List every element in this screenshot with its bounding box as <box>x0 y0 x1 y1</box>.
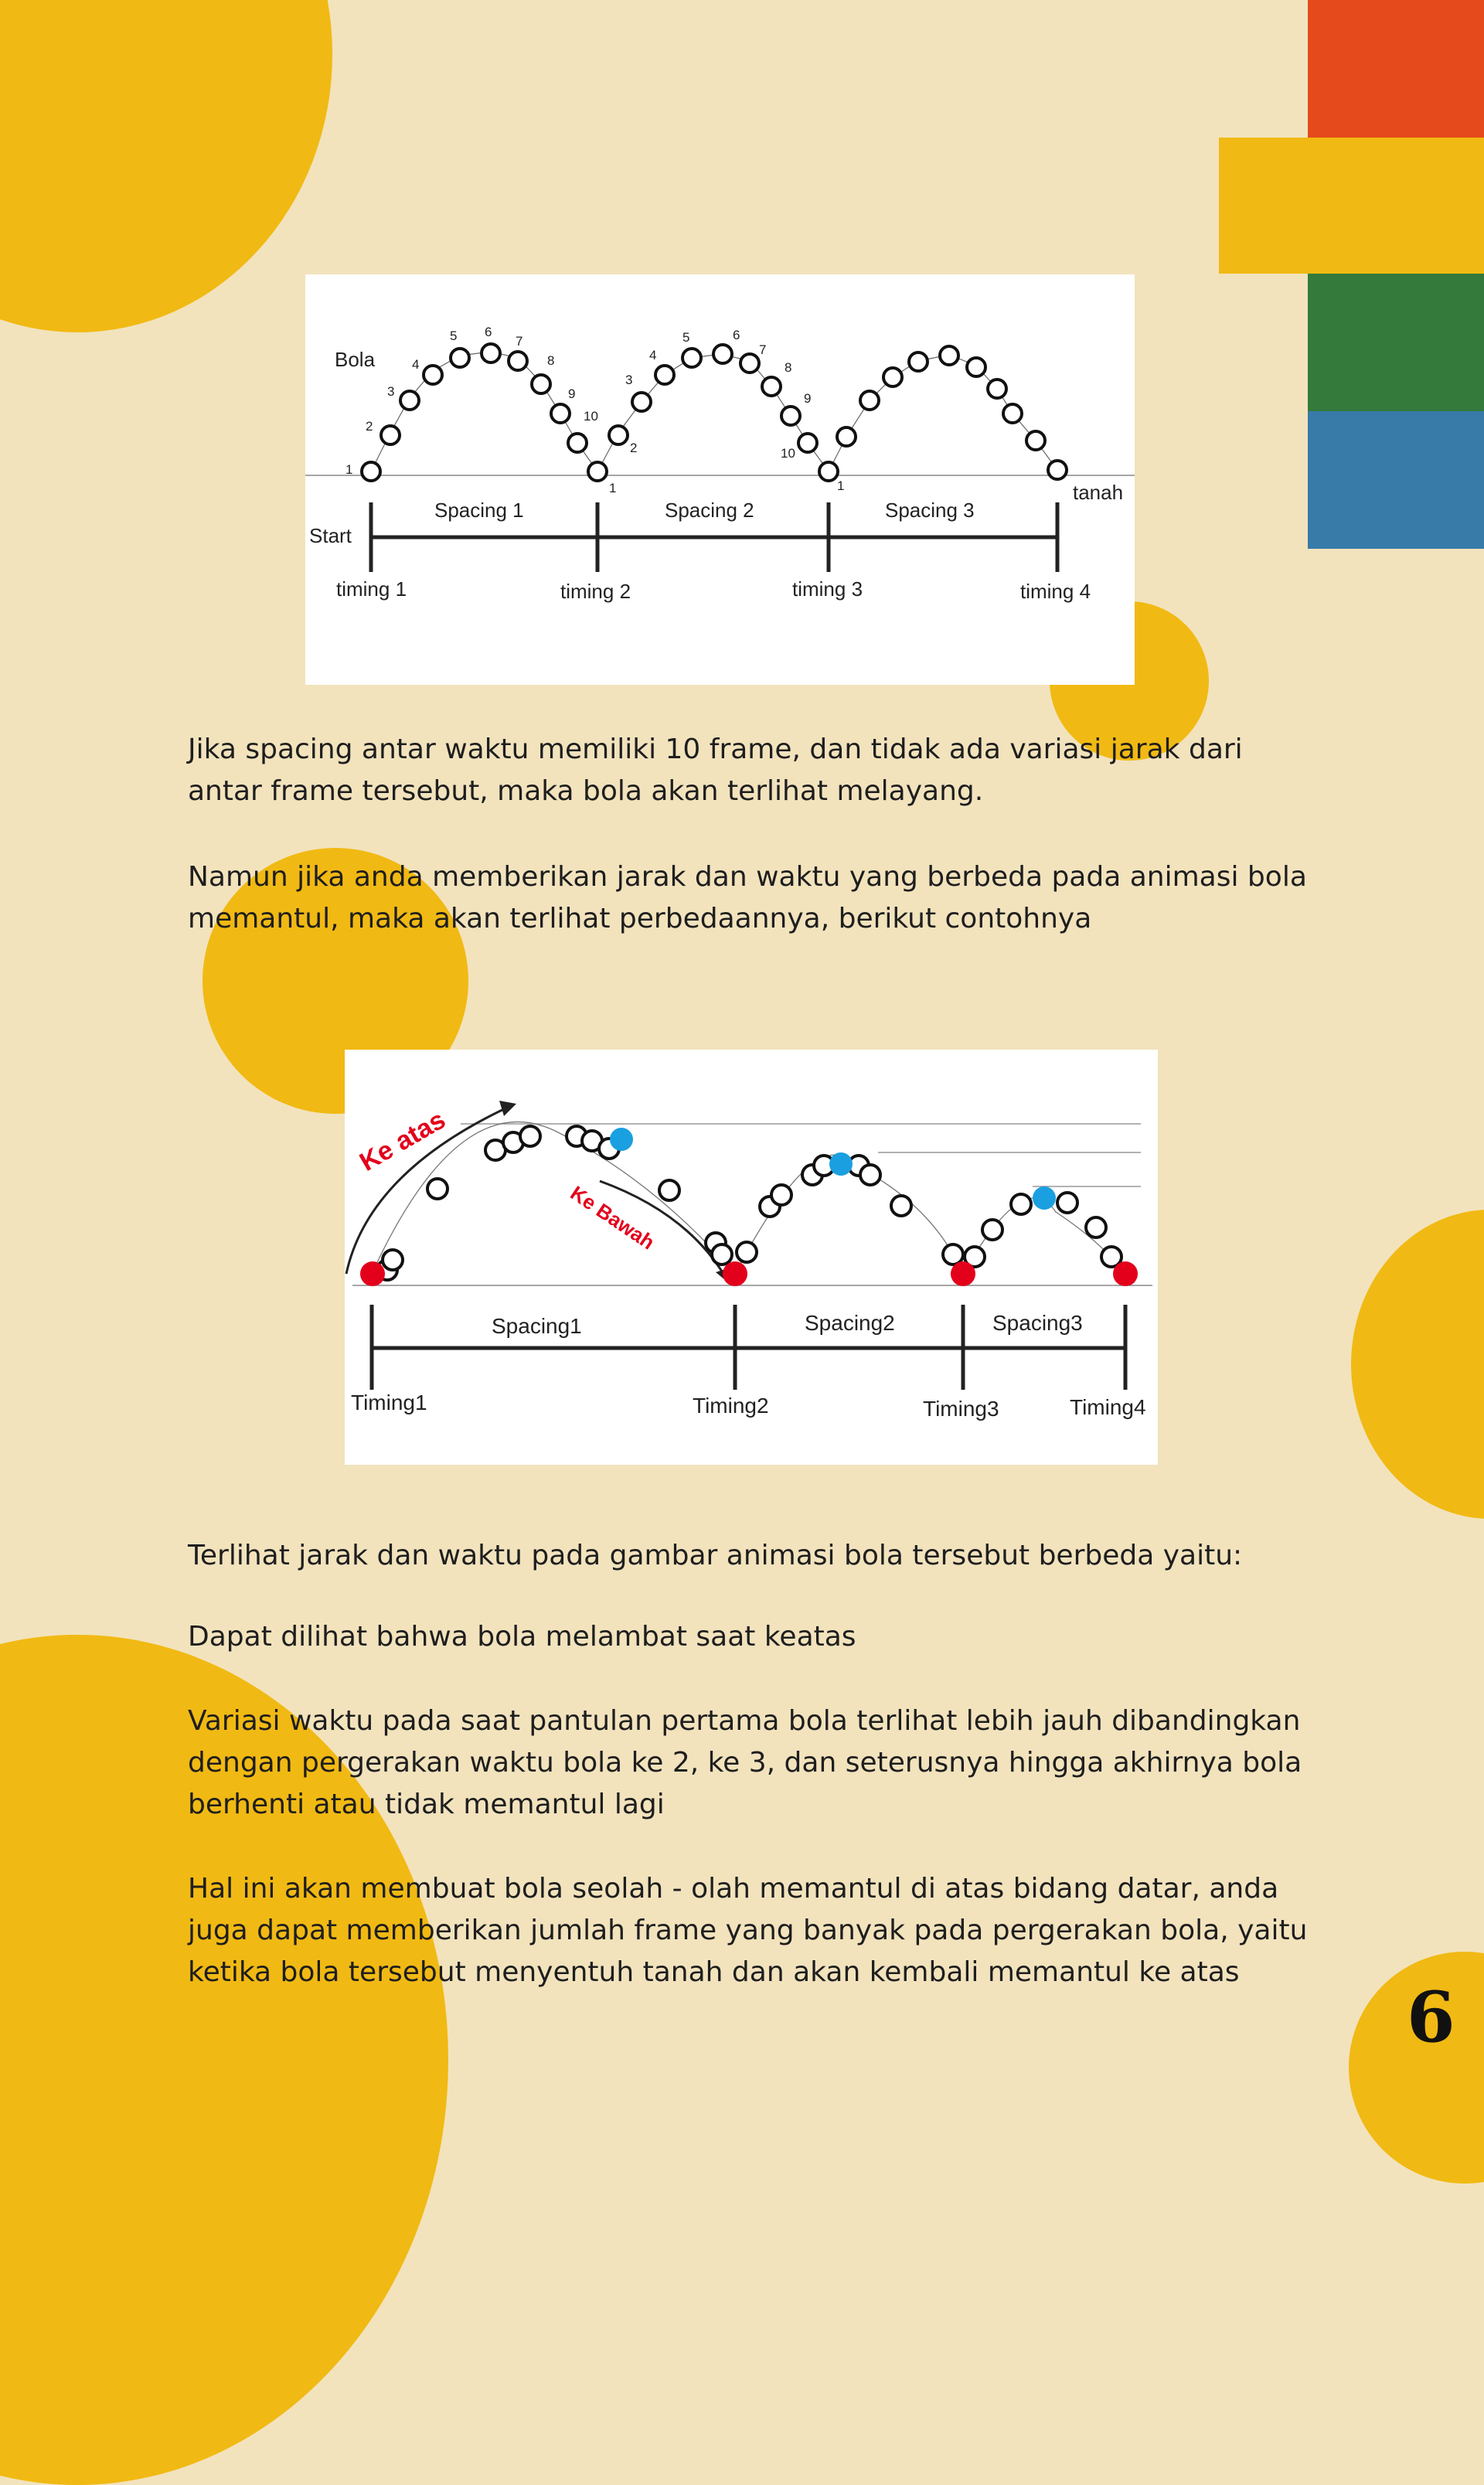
paragraph-3: Terlihat jarak dan waktu pada gambar animasi bola tersebut berbeda yaitu: <box>188 1540 1243 1571</box>
ball <box>632 393 651 411</box>
ball <box>682 349 701 367</box>
frame-number: 8 <box>547 353 555 368</box>
spacing-label: Spacing 1 <box>434 499 524 522</box>
ball <box>427 1179 448 1199</box>
ball <box>940 346 958 365</box>
spacing-label: Spacing2 <box>805 1311 895 1335</box>
paragraph-5: Variasi waktu pada saat pantulan pertama bola terlihat lebih jauh dibandingkan dengan pergerakan waktu bola ke 2, ke 3, dan seterusnya hingga akhirnya bola berhenti atau tidak memantul lagi <box>188 1705 1302 1820</box>
frame-number: 2 <box>366 419 373 434</box>
ball <box>588 462 607 481</box>
ball <box>860 391 879 410</box>
frame-number: 3 <box>387 384 395 399</box>
frame-number: 5 <box>682 330 690 345</box>
ball <box>451 349 469 367</box>
ball <box>1086 1217 1106 1237</box>
frame-number: 2 <box>630 441 638 455</box>
ball <box>655 366 674 384</box>
ball <box>1011 1194 1031 1214</box>
timing-label: timing 1 <box>336 577 407 601</box>
ball <box>424 366 442 384</box>
ball-contact-3 <box>951 1261 975 1286</box>
frame-number: 4 <box>649 348 657 363</box>
balls-group <box>377 1126 1122 1280</box>
frame-number: 1 <box>609 481 617 495</box>
paragraph-2: Namun jika anda memberikan jarak dan waktu yang berbeda pada animasi bola memantul, maka akan terlihat perbedaannya, berikut contohnya <box>188 861 1307 934</box>
page-number: 6 <box>1407 1976 1455 2058</box>
frame-number: 7 <box>516 334 523 349</box>
timing-label: timing 2 <box>560 580 631 603</box>
ball <box>713 345 732 363</box>
decor-stripe-green <box>1308 274 1484 411</box>
frame-number: 9 <box>568 386 576 401</box>
decor-circle-right <box>1351 1210 1484 1519</box>
ball <box>771 1185 791 1205</box>
ball <box>1003 404 1022 423</box>
timing-label: timing 4 <box>1020 580 1091 603</box>
spacing-label: Spacing1 <box>492 1314 582 1338</box>
ball <box>943 1244 963 1265</box>
ball <box>482 344 500 363</box>
frame-number: 6 <box>733 328 740 342</box>
timing-label: timing 3 <box>792 577 863 601</box>
label-ke-bawah: Ke Bawah <box>566 1181 659 1254</box>
figure-bouncing-ball-varied <box>345 1050 1158 1465</box>
decor-stripe-red <box>1308 0 1484 138</box>
frame-number: 1 <box>837 478 845 493</box>
ball <box>798 434 817 452</box>
label-tanah: tanah <box>1073 481 1124 504</box>
ball <box>532 375 550 393</box>
figure-bouncing-ball-uniform <box>305 274 1135 685</box>
label-ke-atas: Ke atas <box>355 1105 451 1177</box>
timing-label: Timing1 <box>351 1391 427 1414</box>
arrow-up-head <box>499 1101 516 1116</box>
frame-number: 9 <box>804 391 812 406</box>
label-bola: Bola <box>335 348 376 371</box>
ball <box>659 1180 679 1200</box>
frame-number: 10 <box>781 446 795 461</box>
ball <box>568 434 587 452</box>
spacing-label: Spacing3 <box>992 1311 1083 1335</box>
ball-path-1 <box>372 1122 735 1274</box>
ball <box>883 368 902 386</box>
diagram-svg <box>345 1050 1158 1465</box>
ball <box>520 1126 540 1146</box>
frame-number: 6 <box>485 325 492 339</box>
decor-circle-top-left <box>0 0 332 332</box>
ball <box>1026 431 1045 450</box>
ball <box>551 404 570 423</box>
ball <box>1048 461 1067 479</box>
spacing-label: Spacing 2 <box>665 499 754 522</box>
frame-number: 7 <box>759 342 767 357</box>
balls-group <box>362 344 1067 481</box>
timing-label: Timing2 <box>693 1394 769 1418</box>
ball <box>891 1196 911 1216</box>
ball <box>967 358 985 376</box>
ball <box>381 426 400 444</box>
ball-contact-1 <box>360 1261 385 1286</box>
ball <box>982 1220 1002 1240</box>
ball <box>781 407 800 425</box>
ball-peak-2 <box>829 1152 853 1176</box>
ball <box>909 352 928 371</box>
spacing-label: Spacing 3 <box>885 499 975 522</box>
paragraph-1: Jika spacing antar waktu memiliki 10 frame, dan tidak ada variasi jarak dari antar frame tersebut, maka bola akan terlihat melayang. <box>188 734 1243 807</box>
ball <box>740 354 759 373</box>
diagram-svg <box>305 274 1135 685</box>
ball <box>400 391 419 410</box>
ball-contact-2 <box>723 1261 747 1286</box>
timing-label: Timing3 <box>923 1397 999 1421</box>
ball <box>1057 1193 1077 1213</box>
ball <box>819 462 838 481</box>
ball <box>988 380 1006 398</box>
ball <box>737 1242 757 1262</box>
ball <box>762 377 781 396</box>
label-start: Start <box>309 524 352 547</box>
frame-number: 3 <box>625 373 633 387</box>
frame-number: 4 <box>412 357 420 372</box>
decor-stripe-blue <box>1308 411 1484 549</box>
paragraph-6: Hal ini akan membuat bola seolah - olah memantul di atas bidang datar, anda juga dapat memberikan jumlah frame yang banyak pada pergerakan bola, yaitu ketika bola tersebut menyentuh tanah dan akan kembali memantul ke atas <box>188 1873 1308 1988</box>
ball <box>509 352 527 370</box>
frame-number: 10 <box>584 409 598 424</box>
ball-peak-1 <box>610 1128 633 1151</box>
ball-contact-4 <box>1113 1261 1138 1286</box>
ball <box>609 426 628 444</box>
paragraph-4: Dapat dilihat bahwa bola melambat saat keatas <box>188 1621 856 1653</box>
ball <box>383 1250 403 1270</box>
decor-stripe-yellow <box>1219 138 1484 274</box>
ball <box>837 427 856 446</box>
frame-number: 5 <box>450 328 458 343</box>
ball-peak-3 <box>1033 1186 1056 1210</box>
frame-number: 8 <box>785 360 792 375</box>
ball <box>712 1244 732 1265</box>
ball <box>860 1165 880 1185</box>
ball <box>362 462 380 481</box>
frame-number: 1 <box>345 462 353 477</box>
timing-label: Timing4 <box>1070 1395 1146 1419</box>
